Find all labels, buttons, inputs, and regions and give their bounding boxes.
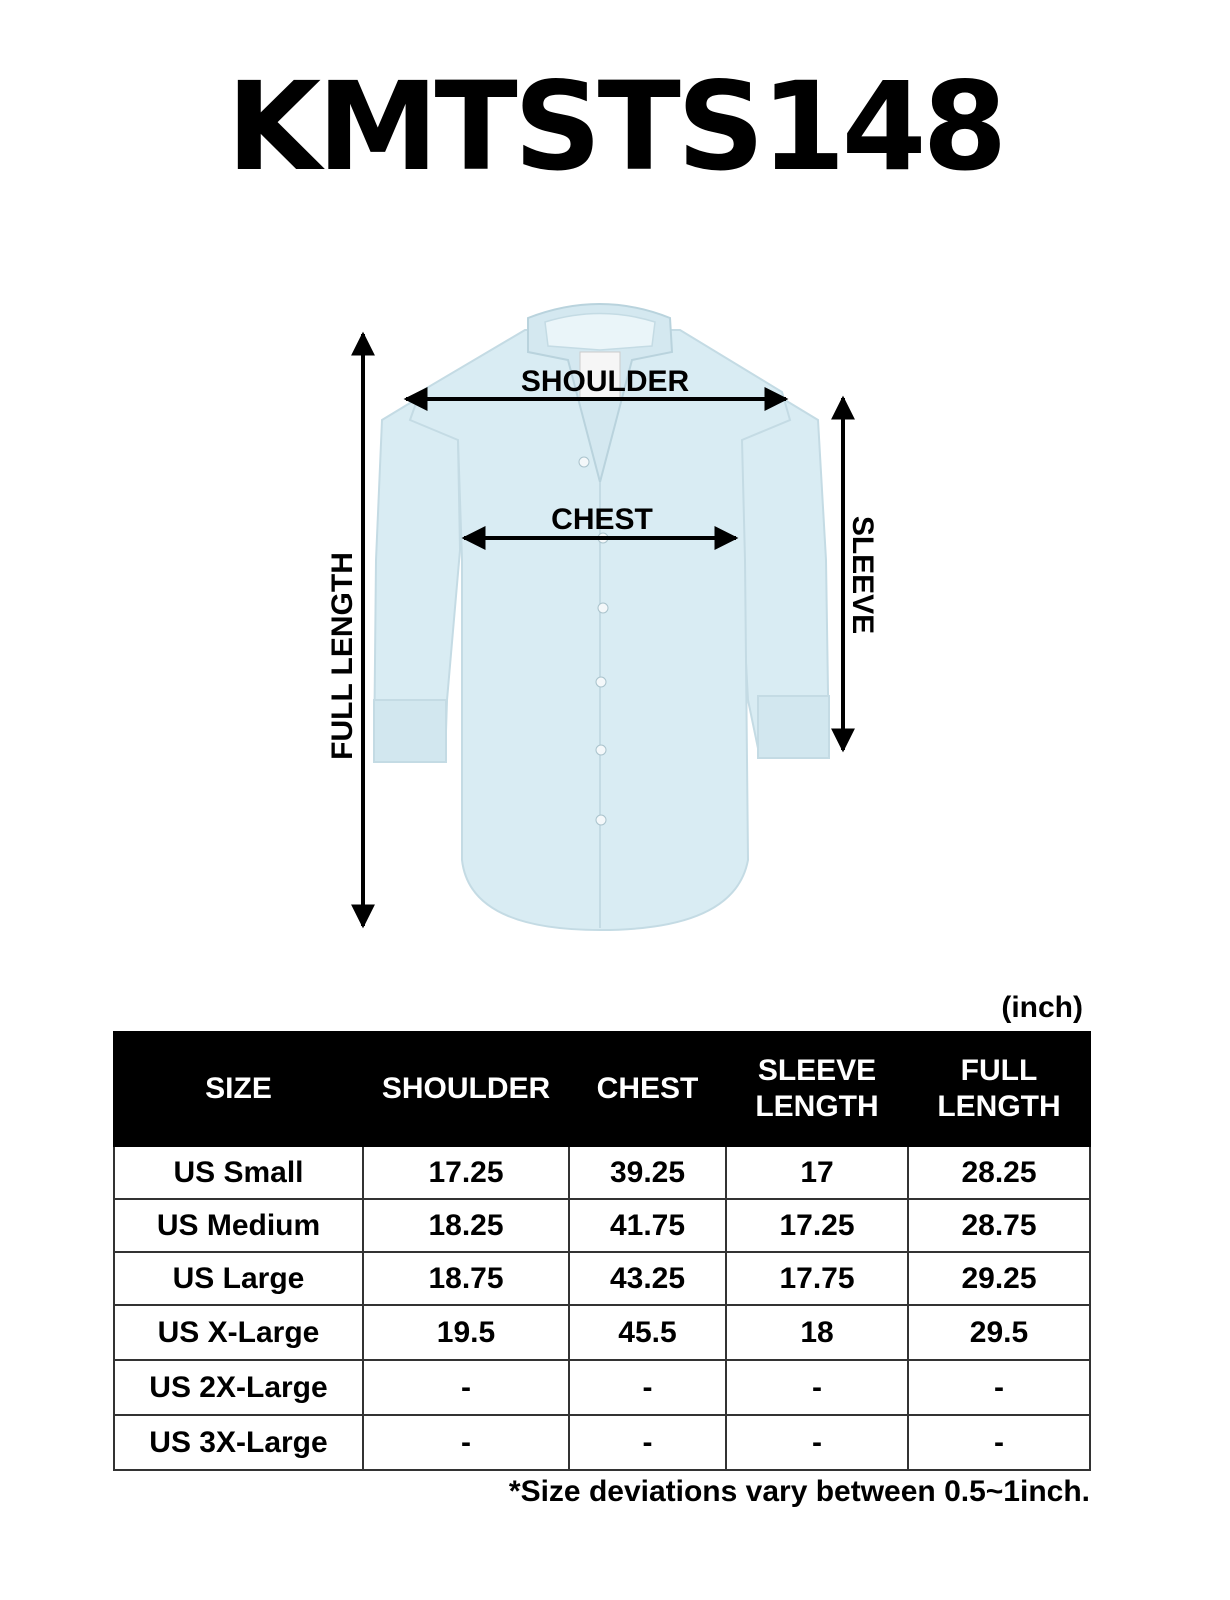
product-code-title: KMTSTS148 [226, 56, 1004, 198]
table-row [114, 1360, 1090, 1415]
header-full-length: FULL LENGTH [908, 1032, 1090, 1146]
header-chest: CHEST [569, 1032, 726, 1146]
size-cell: US Medium [114, 1199, 363, 1252]
chest-cell: 39.25 [569, 1146, 726, 1199]
full-length-label: FULL LENGTH [326, 552, 359, 760]
full-length-cell: 29.5 [908, 1305, 1090, 1360]
sleeve-length-cell: 17.25 [726, 1199, 908, 1252]
shoulder-cell: 19.5 [363, 1305, 569, 1360]
right-cuff [758, 696, 829, 758]
full-length-cell: 28.75 [908, 1199, 1090, 1252]
sleeve-label: SLEEVE [846, 515, 879, 635]
size-cell: US Large [114, 1252, 363, 1305]
chest-cell: - [569, 1360, 726, 1415]
header-size: SIZE [114, 1032, 363, 1146]
size-cell: US 3X-Large [114, 1415, 363, 1470]
chest-cell: 43.25 [569, 1252, 726, 1305]
size-cell: US X-Large [114, 1305, 363, 1360]
table-row [114, 1146, 1090, 1199]
shoulder-cell: 18.75 [363, 1252, 569, 1305]
sleeve-length-cell: 17.75 [726, 1252, 908, 1305]
shoulder-cell: - [363, 1360, 569, 1415]
unit-label: (inch) [1001, 991, 1083, 1024]
collar-inner [545, 314, 655, 351]
sleeve-length-cell: 18 [726, 1305, 908, 1360]
sleeve-length-cell: 17 [726, 1146, 908, 1199]
size-cell: US 2X-Large [114, 1360, 363, 1415]
sleeve-length-cell: - [726, 1360, 908, 1415]
header-shoulder: SHOULDER [363, 1032, 569, 1146]
shoulder-cell: 17.25 [363, 1146, 569, 1199]
full-length-cell: 28.25 [908, 1146, 1090, 1199]
chest-cell: 41.75 [569, 1199, 726, 1252]
chest-label: CHEST [551, 503, 653, 536]
shoulder-cell: 18.25 [363, 1199, 569, 1252]
table-row [114, 1199, 1090, 1252]
sleeve-length-cell: - [726, 1415, 908, 1470]
size-deviation-note: *Size deviations vary between 0.5~1inch. [508, 1475, 1090, 1508]
table-row [114, 1252, 1090, 1305]
table-row [114, 1415, 1090, 1470]
full-length-cell: 29.25 [908, 1252, 1090, 1305]
table-header-row [114, 1032, 1090, 1146]
chest-cell: 45.5 [569, 1305, 726, 1360]
full-length-cell: - [908, 1360, 1090, 1415]
full-length-cell: - [908, 1415, 1090, 1470]
shoulder-cell: - [363, 1415, 569, 1470]
table-row [114, 1305, 1090, 1360]
chest-cell: - [569, 1415, 726, 1470]
size-cell: US Small [114, 1146, 363, 1199]
size-chart-table [113, 1031, 1091, 1471]
header-sleeve-length: SLEEVE LENGTH [726, 1032, 908, 1146]
left-cuff [374, 700, 446, 762]
shoulder-label: SHOULDER [520, 365, 690, 398]
